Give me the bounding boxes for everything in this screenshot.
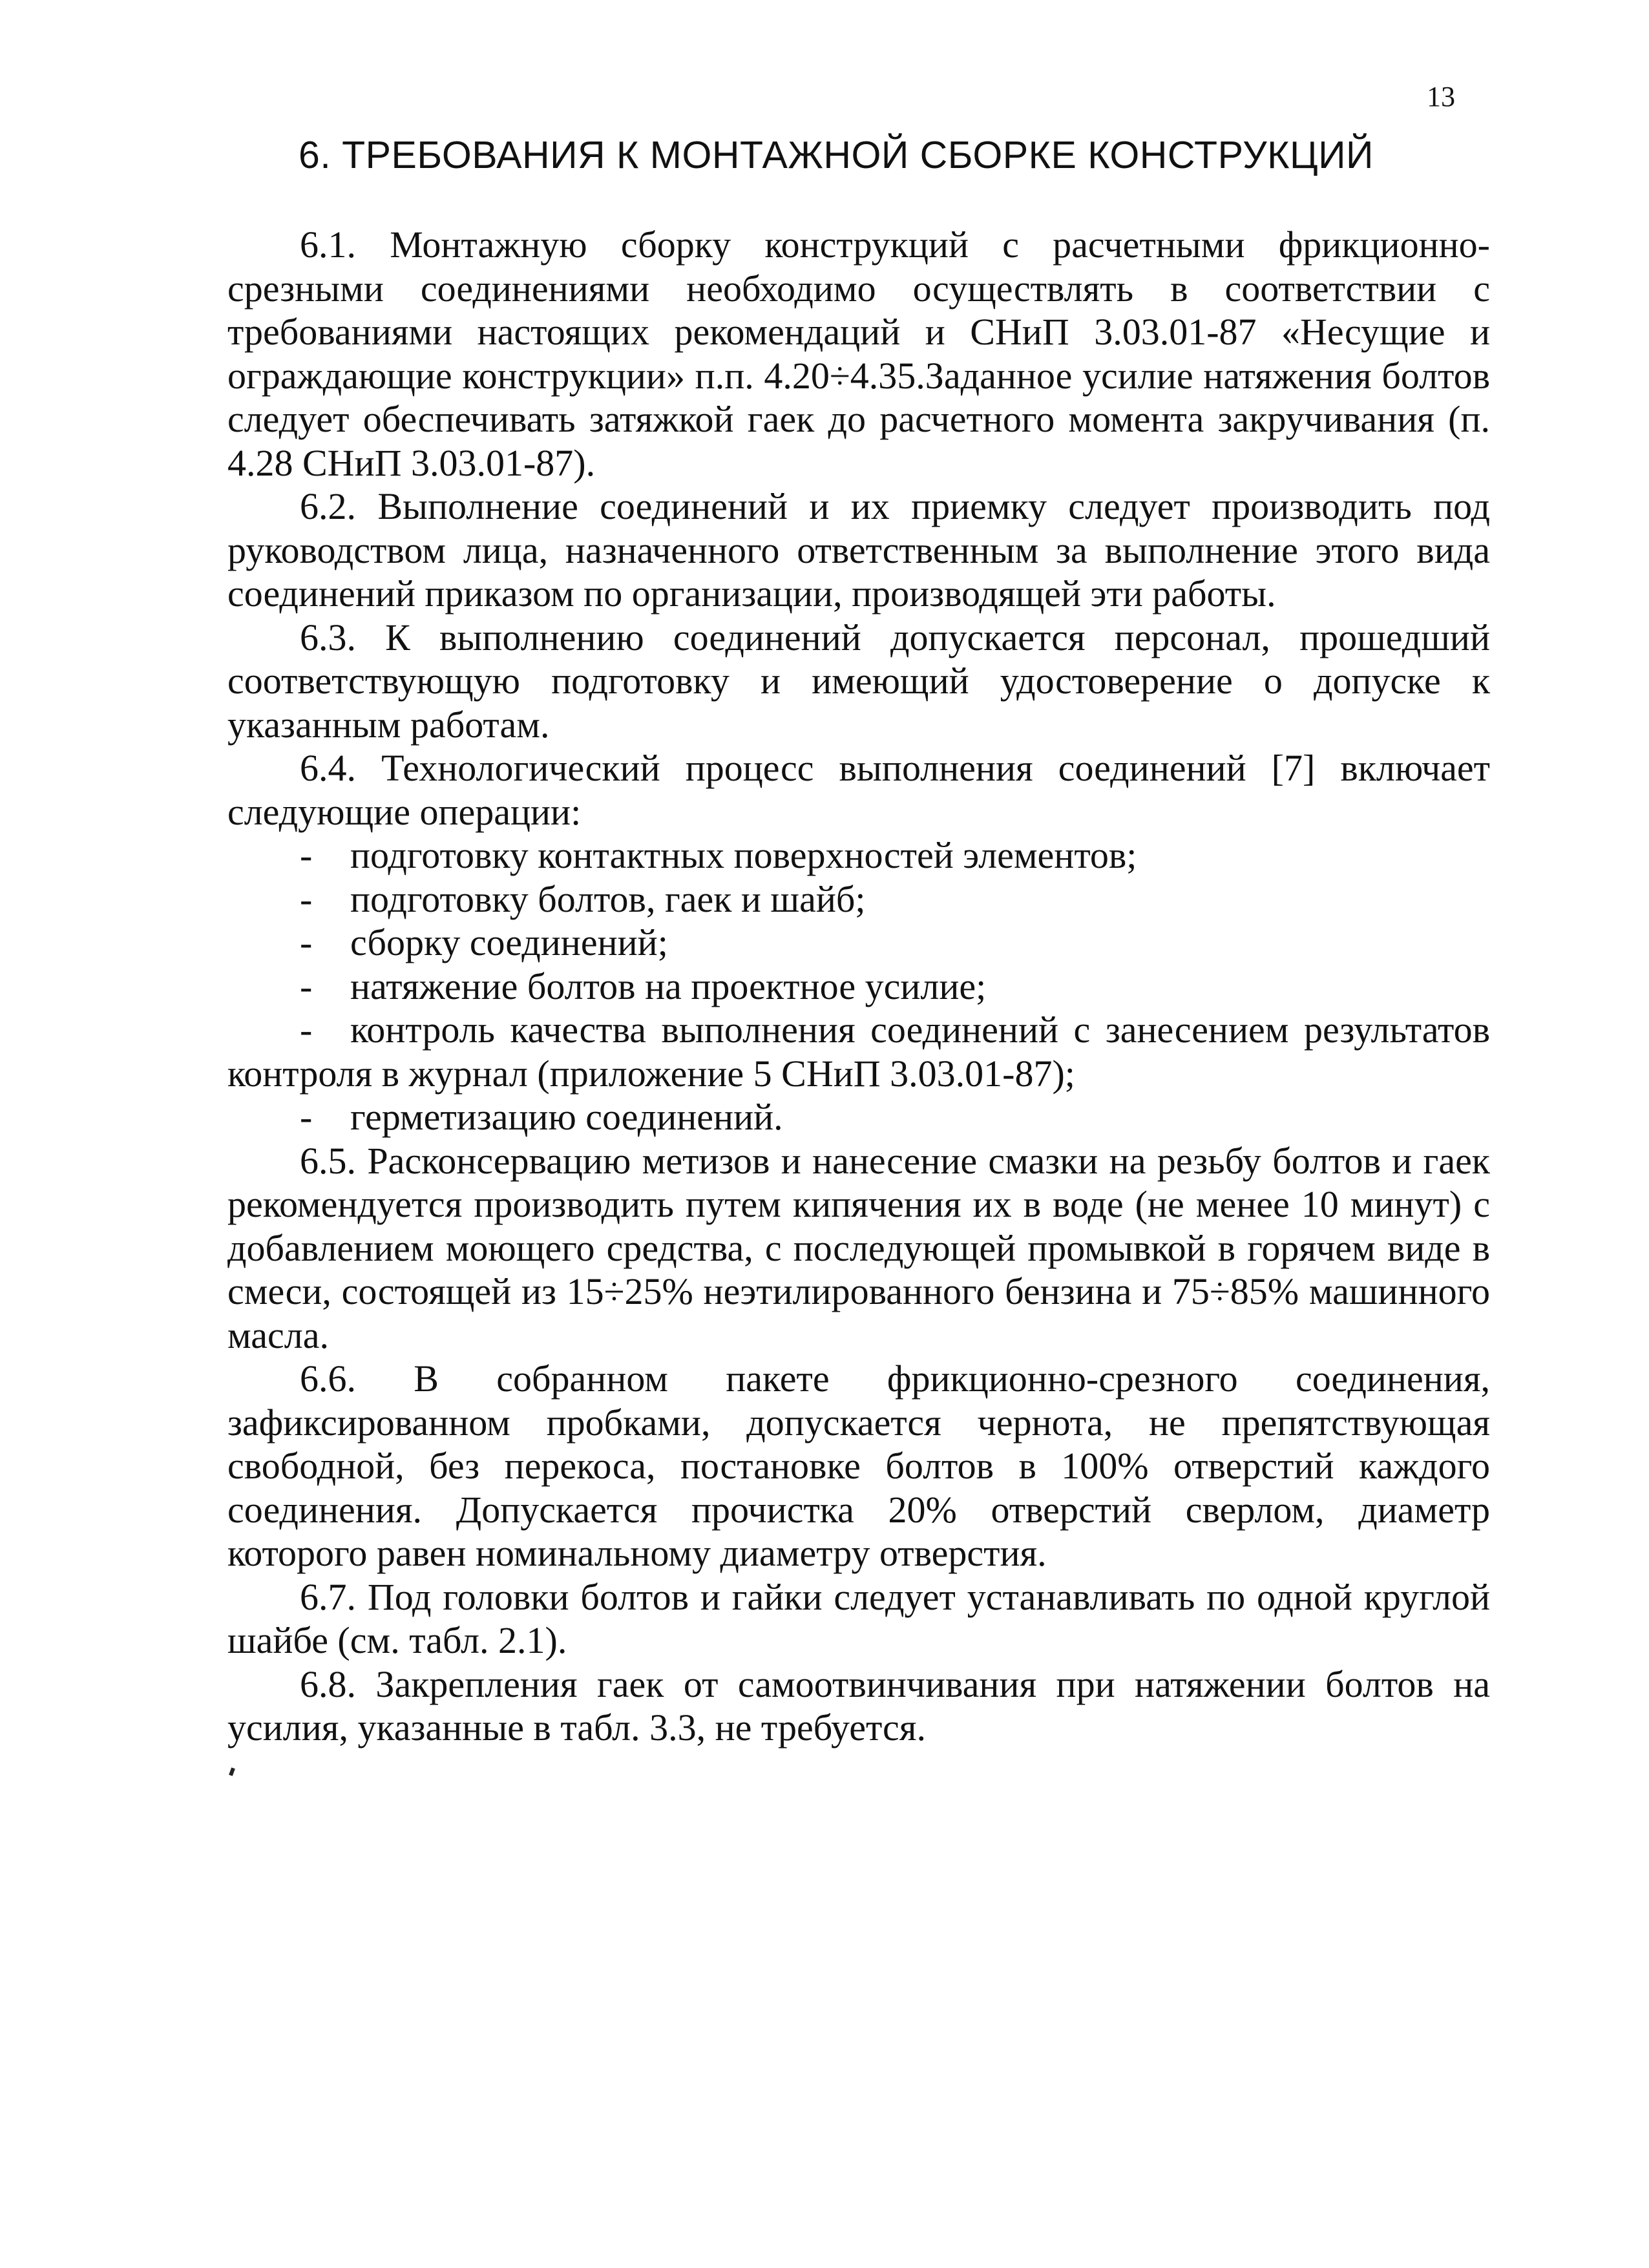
- list-item-text: подготовку болтов, гаек и шайб;: [350, 877, 866, 920]
- operations-list: [227, 834, 1490, 1139]
- scan-speck: [229, 1767, 235, 1776]
- list-item: [227, 877, 1490, 921]
- list-item-text: контроль качества выполнения соединений с занесением результатов контроля в журнал (приложение 5 СНиП 3.03.01-87);: [227, 1009, 1490, 1095]
- list-item-text: натяжение болтов на проектное усилие;: [350, 965, 987, 1007]
- list-item: [227, 921, 1490, 965]
- paragraph-6-7: 6.7. Под головки болтов и гайки следует устанавливать по одной круглой шайбе (см. табл. 2.1).: [227, 1575, 1490, 1661]
- list-item-text: подготовку контактных поверхностей элементов;: [350, 834, 1137, 876]
- list-item-text: герметизацию соединений.: [350, 1096, 783, 1138]
- paragraph-6-1: 6.1. Монтажную сборку конструкций с расчетными фрикционно-срезными соединениями необходимо осуществлять в соответствии с требованиями настоящих рекомендаций и СНиП 3.03.01-87 «Несущие и ограждающие конструкции» п.п. 4.20÷4.35.Заданное усилие натяжения болтов следует обеспечивать затяжкой гаек до расчетного момента закручивания (п. 4.28 СНиП 3.03.01-87).: [227, 224, 1490, 484]
- list-item: [227, 965, 1490, 1009]
- paragraph-6-5: 6.5. Расконсервацию метизов и нанесение смазки на резьбу болтов и гаек рекомендуется производить путем кипячения их в воде (не менее 10 минут) с добавлением моющего средства, с последующей промывкой в горячем виде в смеси, состоящей из 15÷25% неэтилированного бензина и 75÷85% машинного масла.: [227, 1139, 1490, 1356]
- page-number: 13: [1427, 81, 1455, 112]
- list-item: [227, 834, 1490, 877]
- list-dash: -: [300, 877, 313, 920]
- paragraph-6-4: 6.4. Технологический процесс выполнения соединений [7] включает следующие операции:: [227, 747, 1490, 833]
- list-dash: -: [300, 965, 313, 1007]
- paragraph-6-8: 6.8. Закрепления гаек от самоотвинчивания при натяжении болтов на усилия, указанные в табл. 3.3, не требуется.: [227, 1663, 1490, 1748]
- paragraph-6-6: 6.6. В собранном пакете фрикционно-срезного соединения, зафиксированном пробками, допускается чернота, не препятствующая свободной, без перекоса, постановке болтов в 100% отверстий каждого соединения. Допускается прочистка 20% отверстий сверлом, диаметр которого равен номинальному диаметру отверстия.: [227, 1358, 1490, 1574]
- section-heading: 6. ТРЕБОВАНИЯ К МОНТАЖНОЙ СБОРКЕ КОНСТРУКЦИЙ: [299, 134, 1374, 176]
- list-item-text: сборку соединений;: [350, 921, 668, 963]
- paragraph-6-3: 6.3. К выполнению соединений допускается персонал, прошедший соответствующую подготовку и имеющий удостоверение о допуске к указанным работам.: [227, 616, 1490, 746]
- list-item: [227, 1095, 1490, 1139]
- paragraph-6-2: 6.2. Выполнение соединений и их приемку следует производить под руководством лица, назначенного ответственным за выполнение этого вида соединений приказом по организации, производящей эти работы.: [227, 485, 1490, 614]
- list-dash: -: [300, 1096, 313, 1138]
- list-dash: -: [300, 1009, 313, 1051]
- section-body: [227, 223, 1490, 1750]
- list-dash: -: [300, 834, 313, 876]
- list-dash: -: [300, 921, 313, 963]
- list-item: [227, 1008, 1490, 1095]
